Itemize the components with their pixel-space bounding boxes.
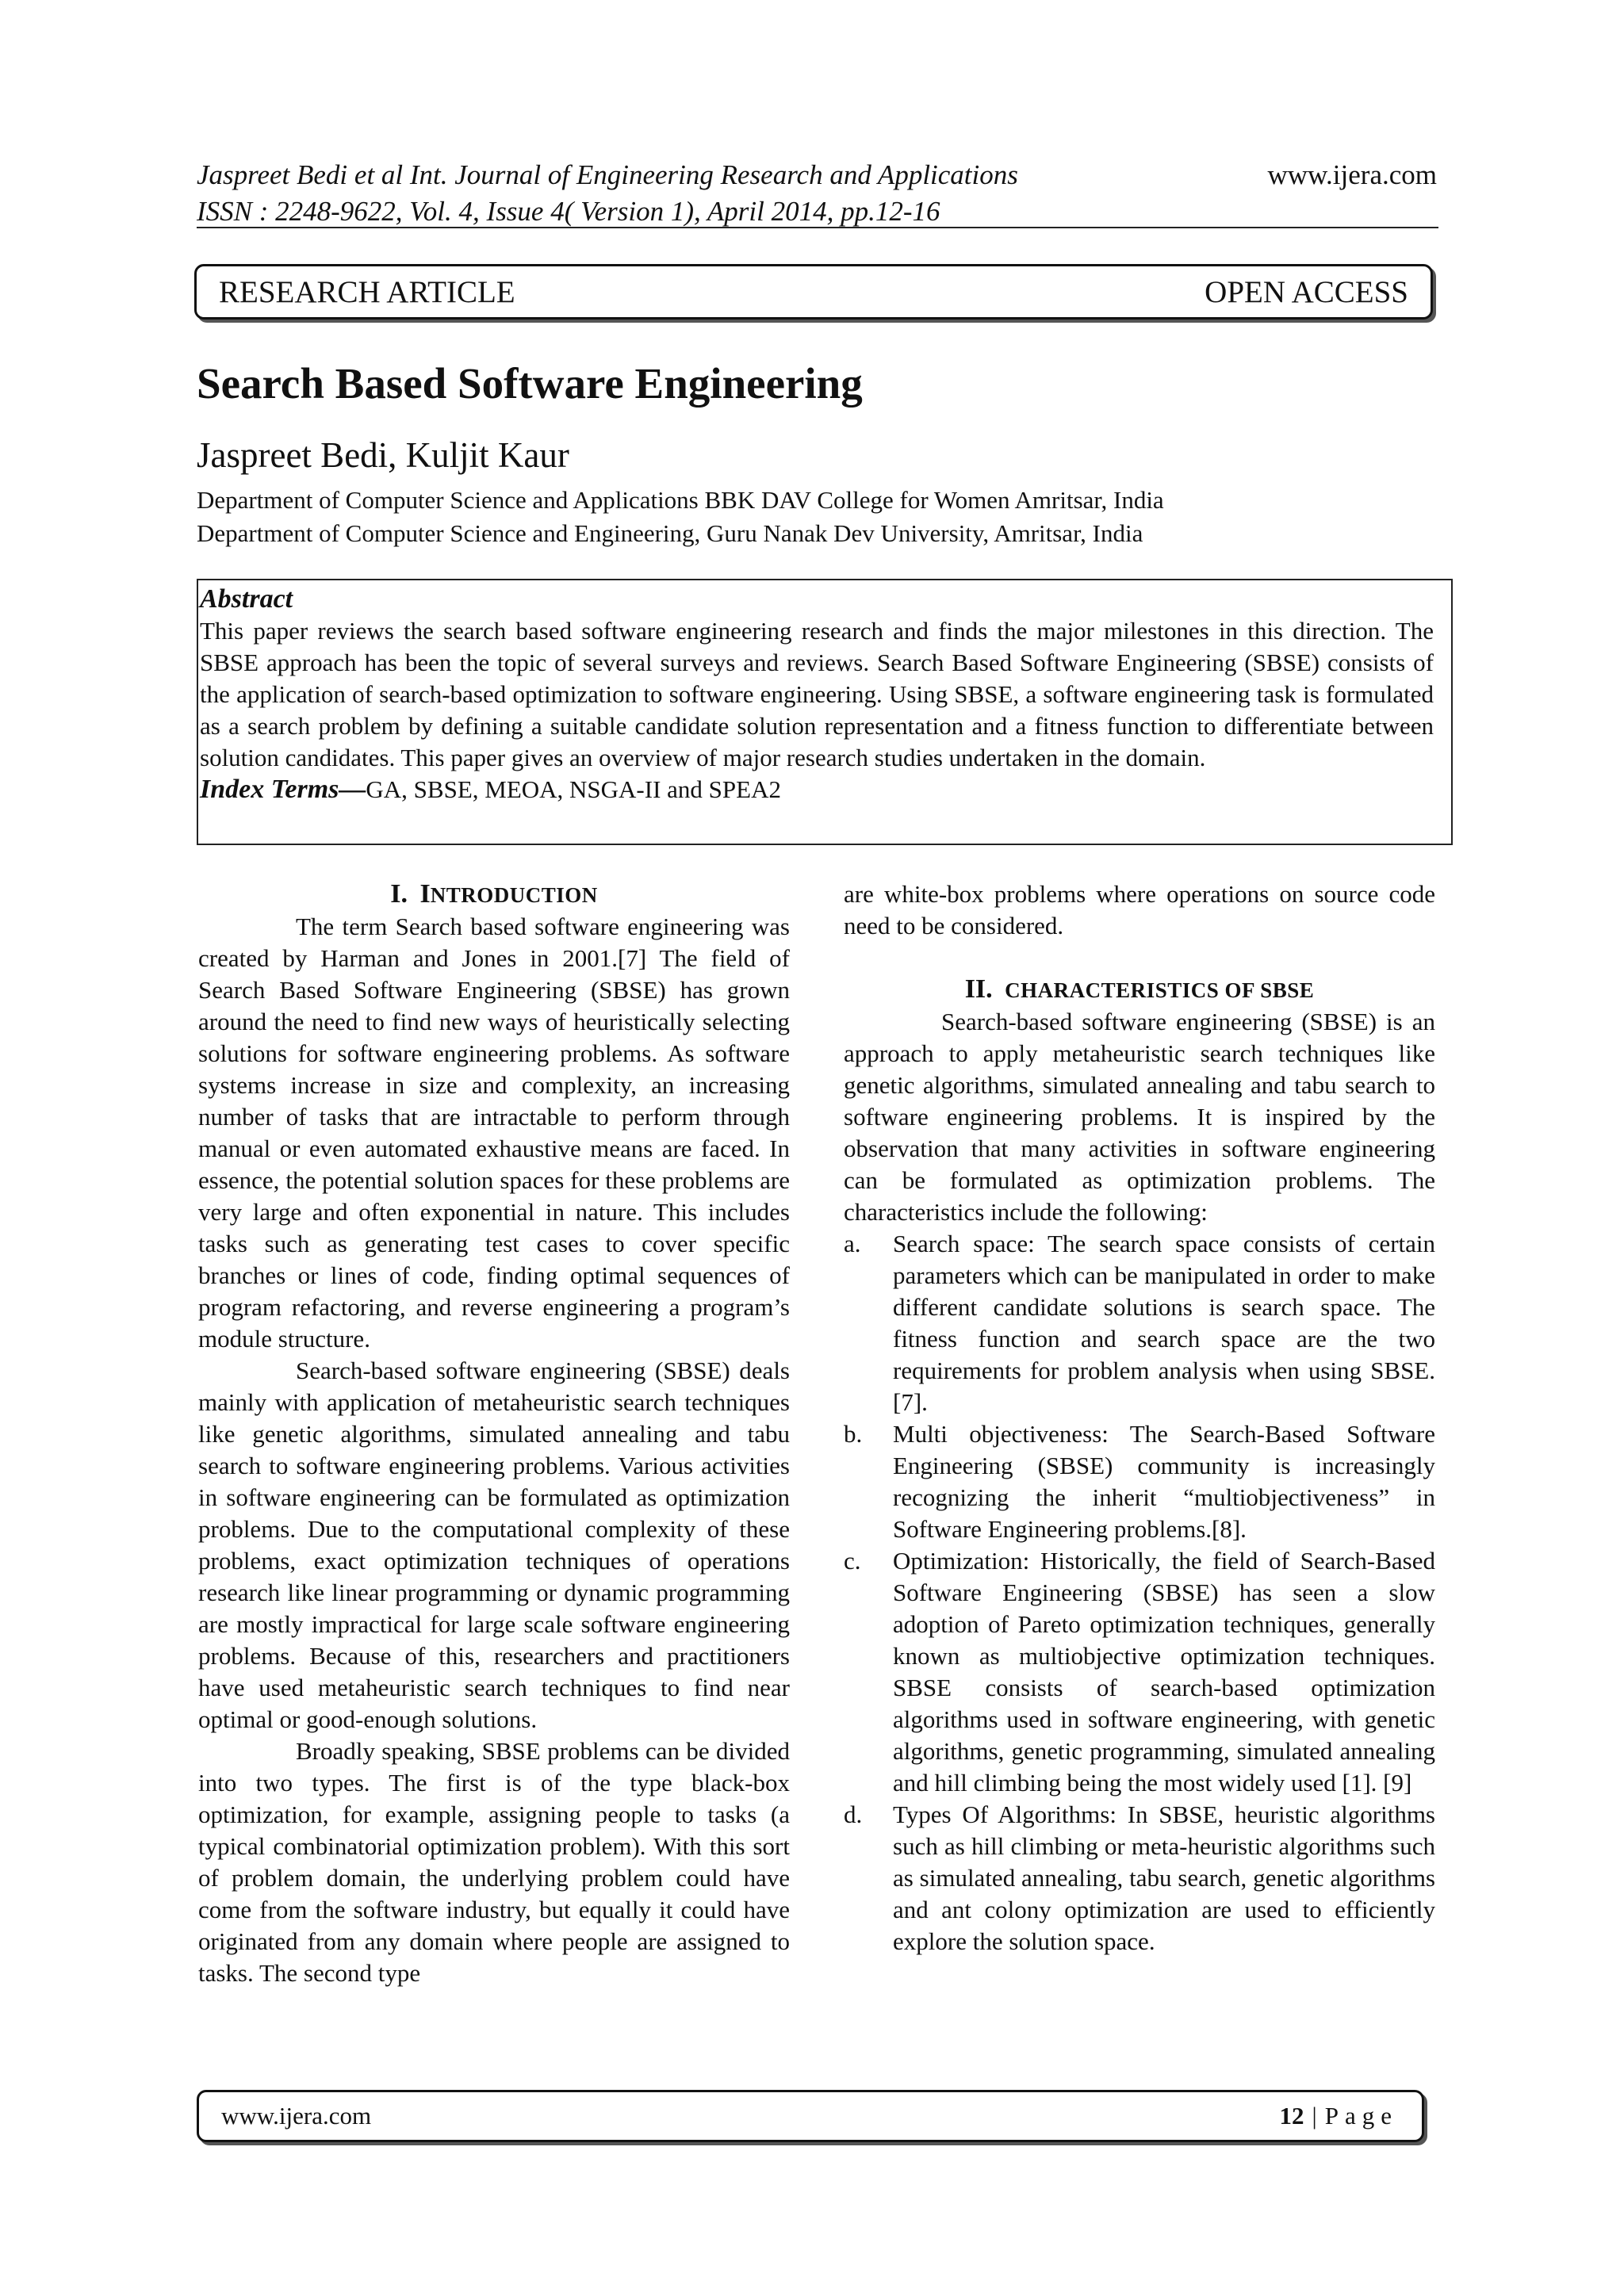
open-access-label: OPEN ACCESS xyxy=(1205,274,1408,309)
list-item-text: Multi objectiveness: The Search-Based Software Engineering (SBSE) community is increasingly recognizing the inherit “multiobjectiveness” in Software Engineering problems.[8]. xyxy=(893,1420,1435,1543)
section-spacer xyxy=(844,942,1435,974)
list-item xyxy=(844,1228,1435,1418)
section-title-initial: I xyxy=(419,879,431,909)
section-title: CHARACTERISTICS OF SBSE xyxy=(1005,978,1315,1002)
abstract-text: This paper reviews the search based software engineering research and finds the major milestones in this direction. The SBSE approach has been the topic of several surveys and reviews. Search Based Software Engineering (SBSE) consists of the application of search-based optimization to software engineering. Using SBSE, a software engineering task is formulated as a search problem by defining a suitable candidate solution representation and a fitness function to differentiate between solution candidates. This paper gives an overview of major research studies undertaken in the domain. xyxy=(200,617,1434,771)
list-marker: d. xyxy=(844,1800,863,1828)
intro-paragraph-3: Broadly speaking, SBSE problems can be divided into two types. The first is of the type black-box optimization, for example, assigning people to tasks (a typical combinatorial optimization problem). With this sort of problem domain, the underlying problem could have come from the software industry, but equally it could have originated from any domain where people are assigned to tasks. The second type xyxy=(198,1737,790,1987)
section-number: I. xyxy=(390,879,408,909)
index-terms xyxy=(200,774,1451,806)
section-heading-introduction xyxy=(198,878,790,911)
index-terms-value: GA, SBSE, MEOA, NSGA-II and SPEA2 xyxy=(366,775,781,803)
affiliations xyxy=(197,484,1164,550)
header-website: www.ijera.com xyxy=(1267,159,1437,190)
left-column xyxy=(198,878,790,1989)
list-marker: a. xyxy=(844,1230,861,1257)
page-number-label xyxy=(1280,2102,1398,2130)
intro-continuation: are white-box problems where operations on source code need to be considered. xyxy=(844,880,1435,939)
abstract-box xyxy=(197,579,1453,845)
affiliation-2: Department of Computer Science and Engineering, Guru Nanak Dev University, Amritsar, India xyxy=(197,519,1143,547)
section-number: II. xyxy=(964,974,993,1004)
author-list: Jaspreet Bedi, Kuljit Kaur xyxy=(197,435,569,475)
list-item-text: Search space: The search space consists of certain parameters which can be manipulated in order to make different candidate solutions is search space. The fitness function and search space are the two requirements for problem analysis when using SBSE.[7]. xyxy=(893,1230,1435,1416)
affiliation-1: Department of Computer Science and Applications BBK DAV College for Women Amritsar, India xyxy=(197,486,1164,514)
running-header xyxy=(197,157,1018,230)
characteristics-intro: Search-based software engineering (SBSE) is an approach to apply metaheuristic search techniques like genetic algorithms, simulated annealing and tabu search to software engineering problems. It is inspired by the observation that many activities in software engineering can be formulated as optimization problems. The characteristics include the following: xyxy=(844,1008,1435,1226)
list-item xyxy=(844,1799,1435,1957)
paper-title: Search Based Software Engineering xyxy=(197,359,863,408)
footer-website: www.ijera.com xyxy=(221,2102,372,2130)
list-item xyxy=(844,1418,1435,1545)
list-item xyxy=(844,1545,1435,1799)
article-type-banner xyxy=(194,264,1433,320)
abstract-heading: Abstract xyxy=(200,584,293,614)
list-item-text: Types Of Algorithms: In SBSE, heuristic algorithms such as hill climbing or meta-heuristic algorithms such as simulated annealing, tabu search, genetic algorithms and ant colony optimization are used to efficiently explore the solution space. xyxy=(893,1800,1435,1955)
index-terms-label: Index Terms— xyxy=(200,775,366,804)
right-column xyxy=(844,878,1435,1957)
list-marker: c. xyxy=(844,1547,861,1575)
journal-citation-line1: Jaspreet Bedi et al Int. Journal of Engineering Research and Applications xyxy=(197,159,1018,190)
list-item-text: Optimization: Historically, the field of Search-Based Software Engineering (SBSE) has seen a slow adoption of Pareto optimization techniques, generally known as multiobjective optimization techniques. SBSE consists of search-based optimization algorithms used in software engineering, with genetic algorithms, genetic programming, simulated annealing and hill climbing being the most widely used [1]. [9] xyxy=(893,1547,1435,1797)
journal-citation-line2: ISSN : 2248-9622, Vol. 4, Issue 4( Version 1), April 2014, pp.12-16 xyxy=(197,196,940,227)
section-heading-characteristics xyxy=(844,974,1435,1006)
intro-paragraph-1: The term Search based software engineering was created by Harman and Jones in 2001.[7] The field of Search Based Software Engineering (SBSE) has grown around the need to find new ways of heuristically selecting solutions for software engineering problems. As software systems increase in size and complexity, an increasing number of tasks that are intractable to perform through manual or even automated exhaustive means are faced. In essence, the potential solution spaces for these problems are very large and often exponential in nature. This includes tasks such as generating test cases to cover specific branches or lines of code, finding optimal sequences of program refactoring, and reverse engineering a program’s module structure. xyxy=(198,913,790,1353)
characteristics-list xyxy=(844,1228,1435,1957)
page-number: 12 xyxy=(1279,2102,1304,2130)
header-rule xyxy=(197,227,1438,228)
intro-paragraph-2: Search-based software engineering (SBSE) deals mainly with application of metaheuristic search techniques like genetic algorithms, simulated annealing and tabu search to software engineering problems. Various activities in software engineering can be formulated as optimization problems. Due to the computational complexity of these problems, exact optimization techniques of operations research like linear programming or dynamic programming are mostly impractical for large scale software engineering problems. Because of this, researchers and practitioners have used metaheuristic search techniques to find near optimal or good-enough solutions. xyxy=(198,1357,790,1733)
page-separator: | xyxy=(1312,2102,1317,2130)
research-article-label: RESEARCH ARTICLE xyxy=(219,274,515,309)
page-footer xyxy=(197,2090,1424,2142)
list-marker: b. xyxy=(844,1420,863,1448)
section-title-rest: NTRODUCTION xyxy=(430,883,598,907)
page-word: Page xyxy=(1324,2102,1398,2130)
